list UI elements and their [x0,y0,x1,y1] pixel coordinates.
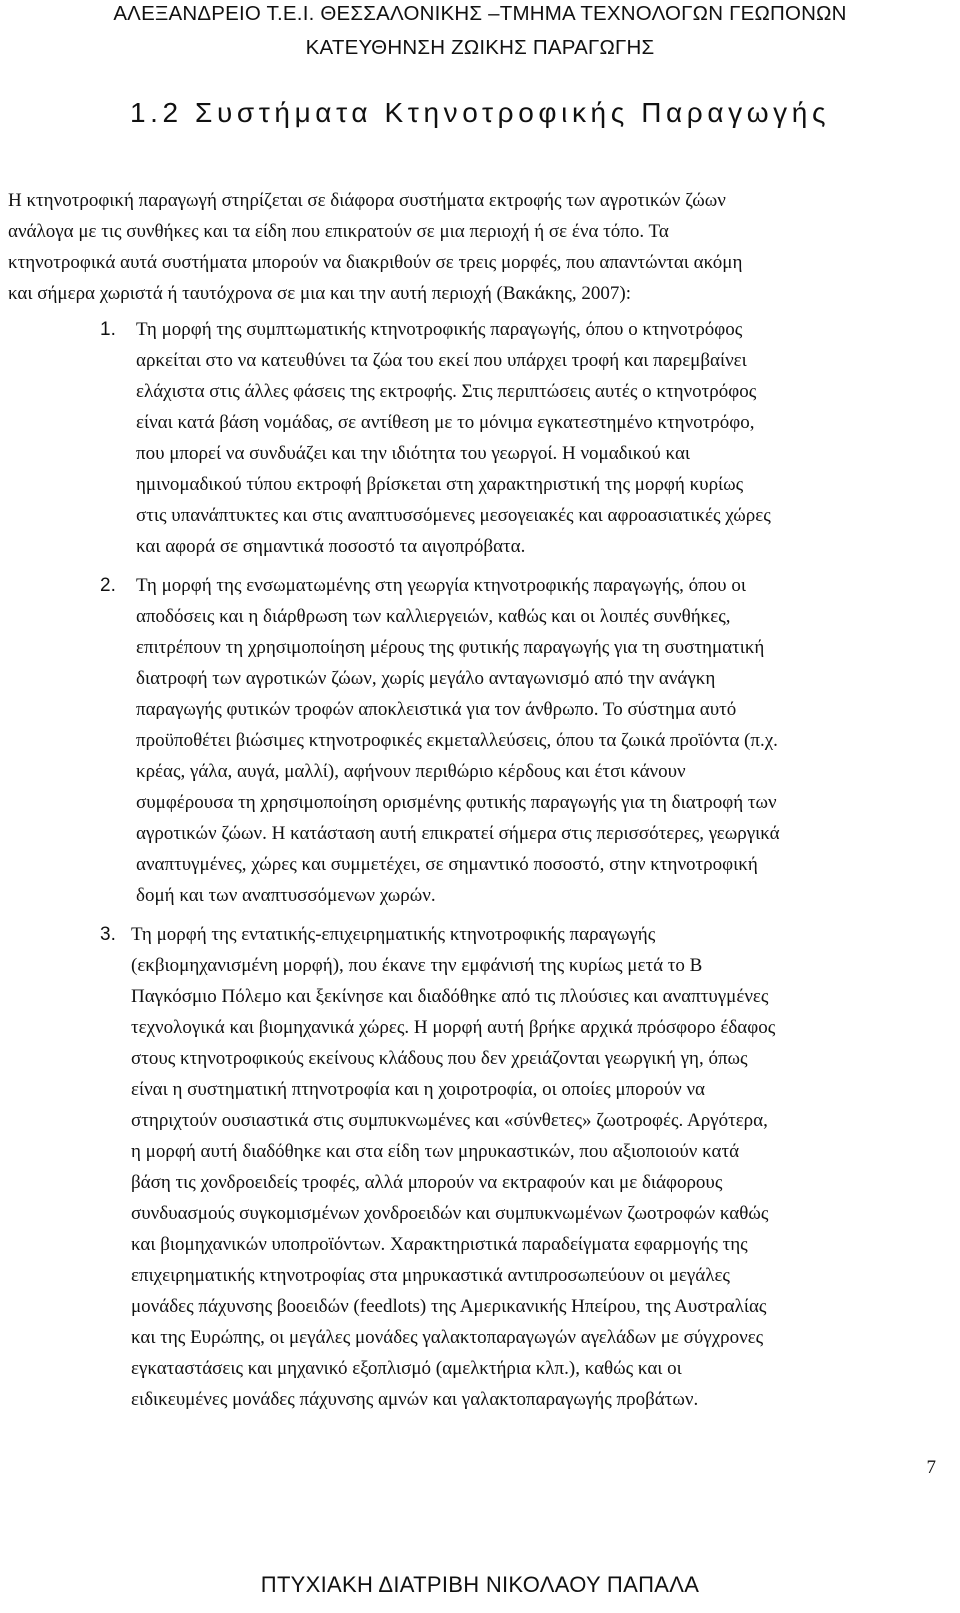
text-line: επιχειρηματικής κτηνοτροφίας στα μηρυκαστικά αντιπροσωπεύουν οι μεγάλες [131,1265,730,1286]
intro-line: Η κτηνοτροφική παραγωγή στηρίζεται σε διάφορα συστήματα εκτροφής των αγροτικών ζώων [8,190,726,211]
text-line: επιτρέπουν τη χρησιμοποίηση μέρους της φυτικής παραγωγής για τη συστηματική [136,637,765,658]
text-line: προϋποθέτει βιώσιμες κτηνοτροφικές εκμεταλλεύσεις, όπου τα ζωικά προϊόντα (π.χ. [136,730,778,751]
text-line: αναπτυγμένες, χώρες και συμμετέχει, σε σημαντικό ποσοστό, στην κτηνοτροφική [136,854,758,875]
text-line: μονάδες πάχυνσης βοοειδών (feedlots) της Αμερικανικής Ηπείρου, της Αυστραλίας [131,1296,767,1317]
text-line: παραγωγής φυτικών τροφών αποκλειστικά για τον άνθρωπο. Το σύστημα αυτό [136,699,737,720]
text-line: τεχνολογικά και βιομηχανικά χώρες. Η μορφή αυτή βρήκε αρχικά πρόσφορο έδαφος [131,1017,776,1038]
text-line: αποδόσεις και η διάρθρωση των καλλιεργειών, καθώς και οι λοιπές συνθήκες, [136,606,731,627]
document-header-institution: ΑΛΕΞΑΝΔΡΕΙΟ Τ.Ε.Ι. ΘΕΣΣΑΛΟΝΙΚΗΣ –ΤΜΗΜΑ ΤΕΧΝΟΛΟΓΩΝ ΓΕΩΠΟΝΩΝ [113,2,847,25]
text-line: εγκαταστάσεις και μηχανικό εξοπλισμό (αμελκτήρια κλπ.), καθώς και οι [131,1358,682,1379]
text-line: βάση τις χονδροειδείς τροφές, αλλά μπορούν να εκτραφούν και με διάφορους [131,1172,723,1193]
text-line: και βιομηχανικών υποπροϊόντων. Χαρακτηριστικά παραδείγματα εφαρμογής της [131,1234,748,1255]
text-line: Παγκόσμιο Πόλεμο και ξεκίνησε και διαδόθηκε από τις πλούσιες και αναπτυγμένες [131,986,769,1007]
text-line: (εκβιομηχανισμένη μορφή), που έκανε την εμφάνισή της κυρίως μετά το Β [131,955,703,976]
list-item-text [131,919,775,1415]
list-item-number: 2. [100,575,116,596]
intro-line: και σήμερα χωριστά ή ταυτόχρονα σε μια και την αυτή περιοχή (Βακάκης, 2007): [8,283,632,304]
text-line: και αφορά σε σημαντικά ποσοστό τα αιγοπρόβατα. [136,536,526,557]
document-header-department: ΚΑΤΕΥΘΗΝΣΗ ΖΩΙΚΗΣ ΠΑΡΑΓΩΓΗΣ [305,36,655,59]
text-line: δομή και των αναπτυσσόμενων χωρών. [136,885,436,906]
text-line: στηριχτούν ουσιαστικά στις συμπυκνωμένες και «σύνθετες» ζωοτροφές. Αργότερα, [131,1110,768,1131]
document-footer: ΠΤΥΧΙΑΚΗ ΔΙΑΤΡΙΒΗ ΝΙΚΟΛΑΟΥ ΠΑΠΑΛΑ [260,1572,700,1597]
text-line: ημινομαδικού τύπου εκτροφή βρίσκεται στη χαρακτηριστική της μορφή κυρίως [136,474,744,495]
text-line: κρέας, γάλα, αυγά, μαλλί), αφήνουν περιθώριο κέρδους και έτσι κάνουν [136,761,686,782]
text-line: αρκείται στο να κατευθύνει τα ζώα του εκεί που υπάρχει τροφή και παρεμβαίνει [136,350,747,371]
section-title: 1.2 Συστήματα Κτηνοτροφικής Παραγωγής [129,97,831,128]
text-line: αγροτικών ζώων. Η κατάσταση αυτή επικρατεί σήμερα στις περισσότερες, γεωργικά [136,823,780,844]
text-line: είναι κατά βάση νομάδας, σε αντίθεση με το μόνιμα εγκατεστημένο κτηνοτρόφο, [136,412,755,433]
intro-line: κτηνοτροφικά αυτά συστήματα μπορούν να διακριθούν σε τρεις μορφές, που απαντώνται ακόμη [8,252,743,273]
text-line: ειδικευμένες μονάδες πάχυνσης αμνών και γαλακτοπαραγωγής προβάτων. [131,1389,699,1410]
text-line: Τη μορφή της ενσωματωμένης στη γεωργία κτηνοτροφικής παραγωγής, όπου οι [136,575,746,596]
text-line: Τη μορφή της συμπτωματικής κτηνοτροφικής παραγωγής, όπου ο κτηνοτρόφος [136,319,743,340]
text-line: που μπορεί να συνδυάζει και την ιδιότητα του γεωργοί. Η νομαδικού και [136,443,691,464]
text-line: στις υπανάπτυκτες και στις αναπτυσσόμενες μεσογειακές και αφροασιατικές χώρες [136,505,771,526]
text-line: συνδυασμούς συγκομισμένων χονδροειδών και συμπυκνωμένων ζωοτροφών καθώς [131,1203,769,1224]
text-line: είναι η συστηματική πτηνοτροφία και η χοιροτροφία, οι οποίες μπορούν να [131,1079,705,1100]
text-line: στους κτηνοτροφικούς εκείνους κλάδους που δεν χρειάζονται γεωργική γη, όπως [131,1048,748,1069]
text-line: η μορφή αυτή διαδόθηκε και στα είδη των μηρυκαστικών, που αξιοποιούν κατά [131,1141,740,1162]
list-item-text [136,314,771,562]
text-line: ελάχιστα στις άλλες φάσεις της εκτροφής. Στις περιπτώσεις αυτές ο κτηνοτρόφος [136,381,757,402]
page-number: 7 [926,1457,936,1478]
intro-paragraph [8,185,948,309]
text-line: Τη μορφή της εντατικής-επιχειρηματικής κτηνοτροφικής παραγωγής [131,924,656,945]
list-item-number: 1. [100,319,116,340]
list-item-text [136,570,780,911]
intro-line: ανάλογα με τις συνθήκες και τα είδη που επικρατούν σε μια περιοχή ή σε ένα τόπο. Τα [8,221,669,242]
list-item-number: 3. [100,924,116,945]
text-line: και της Ευρώπης, οι μεγάλες μονάδες γαλακτοπαραγωγών αγελάδων με σύγχρονες [131,1327,764,1348]
text-line: συμφέρουσα τη χρησιμοποίηση ορισμένης φυτικής παραγωγής για τη διατροφή των [136,792,777,813]
text-line: διατροφή των αγροτικών ζώων, χωρίς μεγάλο ανταγωνισμό από την ανάγκη [136,668,716,689]
